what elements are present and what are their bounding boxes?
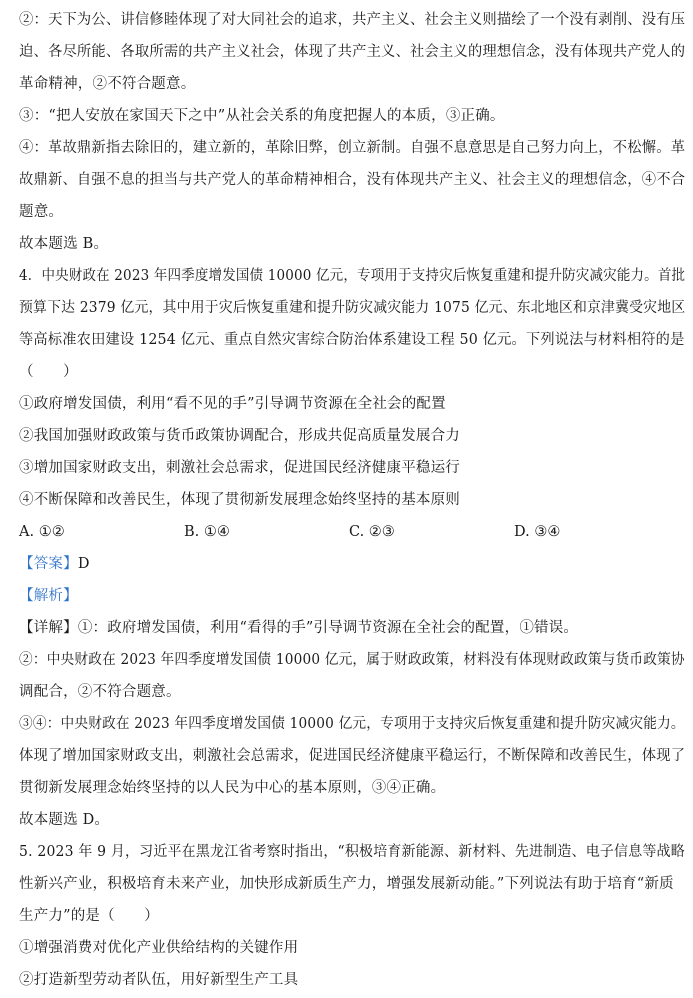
text-line: 调配合，②不符合题意。 [19, 684, 181, 700]
text-line: ③④：中央财政在 2023 年四季度增发国债 10000 亿元，专项用于支持灾后恢复重建和提升防灾减灾能力。 [19, 716, 685, 732]
analysis-label: 【解析】 [19, 588, 78, 604]
statement-1: ①政府增发国债，利用“看不见的手”引导调节资源在全社会的配置 [19, 396, 446, 412]
analysis-line [19, 586, 78, 606]
answer-line [19, 554, 90, 574]
detail-text: ①：政府增发国债，利用“看得的手”引导调节资源在全社会的配置，①错误。 [77, 620, 579, 636]
text-line: ④：革故鼎新指去除旧的，建立新的，革除旧弊，创立新制。自强不息意思是自己努力向上，不松懈。革 [19, 140, 686, 156]
statement-1: ①增强消费对优化产业供给结构的关键作用 [19, 940, 299, 956]
option-d: D. ③④ [514, 524, 561, 540]
text-line: 题意。 [19, 204, 64, 220]
question-5-line: 生产力”的是（ ） [19, 908, 159, 924]
text-line: 故本题选 B。 [19, 236, 109, 252]
text-line: 故本题选 D。 [19, 812, 110, 828]
text-line: 贯彻新发展理念始终坚持的以人民为中心的基本原则，③④正确。 [19, 780, 446, 796]
answer-value: D [77, 556, 90, 572]
answer-label: 【答案】 [19, 556, 78, 572]
question-4-line: 预算下达 2379 亿元，其中用于灾后恢复重建和提升防灾减灾能力 1075 亿元、东北地区和京津冀受灾地区 [19, 300, 686, 316]
statement-2: ②打造新型劳动者队伍，用好新型生产工具 [19, 972, 299, 988]
text-line: ③：“把人安放在家国天下之中”从社会关系的角度把握人的本质，③正确。 [19, 108, 505, 124]
option-a: A. ①② [19, 524, 65, 540]
option-c: C. ②③ [349, 524, 395, 540]
question-4-blank: （ ） [19, 364, 78, 380]
text-line: 迫、各尽所能、各取所需的共产主义社会，体现了共产主义、社会主义的理想信念，没有体现共产党人的 [19, 44, 686, 60]
statement-4: ④不断保障和改善民生，体现了贯彻新发展理念始终坚持的基本原则 [19, 492, 460, 508]
text-line: 故鼎新、自强不息的担当与共产党人的革命精神相合，没有体现共产主义、社会主义的理想信念，④不合 [19, 172, 686, 188]
text-line: ②：天下为公、讲信修睦体现了对大同社会的追求，共产主义、社会主义则描绘了一个没有剥削、没有压 [19, 12, 686, 28]
statement-3: ③增加国家财政支出，刺激社会总需求，促进国民经济健康平稳运行 [19, 460, 460, 476]
text-line: 体现了增加国家财政支出，刺激社会总需求，促进国民经济健康平稳运行，不断保障和改善民生，体现了 [19, 748, 686, 764]
detail-line [19, 618, 578, 638]
text-line: 革命精神，②不符合题意。 [19, 76, 196, 92]
text-line: ②：中央财政在 2023 年四季度增发国债 10000 亿元，属于财政政策，材料没有体现财政政策与货币政策协 [19, 652, 685, 668]
detail-label: 【详解】 [19, 620, 78, 636]
question-4-line: 4．中央财政在 2023 年四季度增发国债 10000 亿元，专项用于支持灾后恢复重建和提升防灾减灾能力。首批 [19, 268, 686, 284]
question-5-line: 5. 2023 年 9 月，习近平在黑龙江省考察时指出，“积极培育新能源、新材料、先进制造、电子信息等战略 [19, 844, 685, 860]
statement-2: ②我国加强财政政策与货币政策协调配合，形成共促高质量发展合力 [19, 428, 460, 444]
option-b: B. ①④ [184, 524, 230, 540]
question-5-line: 性新兴产业，积极培育未来产业，加快形成新质生产力，增强发展新动能。”下列说法有助于培育“新质 [19, 876, 674, 892]
question-4-line: 等高标准农田建设 1254 亿元、重点自然灾害综合防治体系建设工程 50 亿元。下列说法与材料相符的是 [19, 332, 685, 348]
